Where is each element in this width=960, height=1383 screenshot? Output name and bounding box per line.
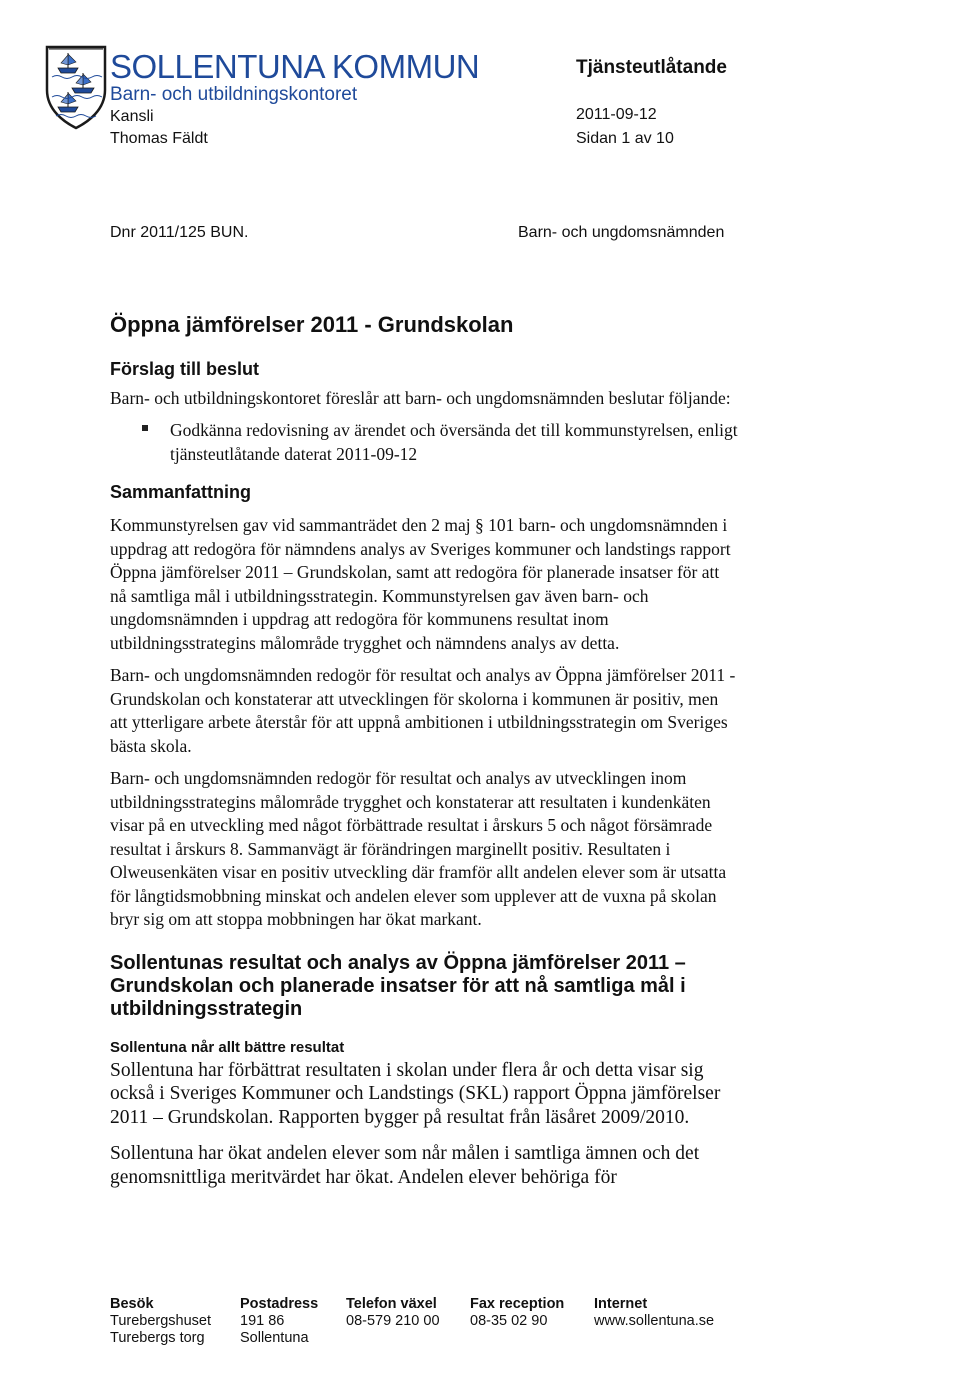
bullet-square-icon xyxy=(142,425,148,431)
proposal-intro: Barn- och utbildningskontoret föreslår att barn- och ungdomsnämnden beslutar följande: xyxy=(110,387,731,408)
footer-visit-label: Besök xyxy=(110,1296,154,1312)
footer-web-label: Internet xyxy=(594,1296,648,1312)
footer-web-link[interactable]: www.sollentuna.se xyxy=(594,1313,715,1329)
footer-phone xyxy=(346,1296,440,1330)
footer-visit xyxy=(110,1296,211,1347)
results-paragraph-1: Sollentuna har förbättrat resultaten i skolan under flera år och detta visar sig också i Sveriges Kommuner och Landstings (SKL) rapport Öppna jämförelser 2011 – Grundskolan. Rapporten bygger på resultat från läsåret 2009/2010. xyxy=(110,1059,721,1128)
proposal-bullet-text: Godkänna redovisning av ärendet och översända det till kommunstyrelsen, enligt tjänsteutlåtande daterat 2011-09-12 xyxy=(170,420,738,464)
document-body xyxy=(110,312,740,1189)
footer-postal xyxy=(240,1296,318,1347)
footer-postal-line2: Sollentuna xyxy=(240,1330,309,1346)
footer-web xyxy=(594,1296,714,1330)
org-name: SOLLENTUNA KOMMUN xyxy=(110,48,480,85)
footer-visit-line2: Turebergs torg xyxy=(110,1330,205,1346)
recipient: Barn- och ungdomsnämnden xyxy=(518,224,725,241)
summary-paragraph-1: Kommunstyrelsen gav vid sammanträdet den 2 maj § 101 barn- och ungdomsnämnden i uppdrag att redogöra för nämndens analys av Sveriges kommuner och landstings rapport Öppna jämförelser 2011 – Grundskolan, samt att redogöra för planerade insatser för att nå samtliga mål i utbildningsstrategin. Kommunstyrelsen gav även barn- och ungdomsnämnden i uppdrag att redogöra för kommunens resultat inom utbildningsstrategins målområde trygghet och nämndens analys av detta. xyxy=(110,515,731,653)
footer-phone-label: Telefon växel xyxy=(346,1296,437,1312)
footer-fax xyxy=(470,1296,564,1330)
proposal-bullet-item xyxy=(110,419,740,466)
footer-fax-value: 08-35 02 90 xyxy=(470,1313,548,1329)
footer-visit-line1: Turebergshuset xyxy=(110,1313,212,1329)
footer-phone-value: 08-579 210 00 xyxy=(346,1313,440,1329)
registration-number: Dnr 2011/125 BUN. xyxy=(110,224,249,241)
page-title: Öppna jämförelser 2011 - Grundskolan xyxy=(110,312,514,337)
summary-paragraph-2: Barn- och ungdomsnämnden redogör för resultat och analys av Öppna jämförelser 2011 - Grundskolan och konstaterar att utvecklingen för skolorna i kommunen är positiv, men att ytterligare arbete återstår för att uppnå ambitionen i utbildningsstrategin om Sveriges bästa skola. xyxy=(110,665,736,756)
summary-paragraph-3: Barn- och ungdomsnämnden redogör för resultat och analys av utvecklingen inom utbildningsstrategins målområde trygghet och konstaterar att resultaten i kundenkäten visar på en utveckling med något förbättrade resultat i årskurs 5 och något försämrade resultat i årskurs 8. Sammanvägt är förändringen marginellt positiv. Resultaten i Olweusenkäten visar en positiv utveckling där framför allt andelen elever som är utsatta för långtidsmobbning minskat och andelen elever som upplever att de vuxna på skolan bryr sig om att stoppa mobbningen har ökat markant. xyxy=(110,768,727,930)
document-date: 2011-09-12 xyxy=(576,106,657,123)
author-name: Thomas Fäldt xyxy=(110,130,208,147)
proposal-heading: Förslag till beslut xyxy=(110,359,260,380)
summary-heading: Sammanfattning xyxy=(110,482,252,503)
page-number: Sidan 1 av 10 xyxy=(576,130,674,147)
footer-postal-line1: 191 86 xyxy=(240,1313,285,1329)
section-heading: Sollentunas resultat och analys av Öppna jämförelser 2011 – Grundskolan och planerade insatser för att nå samtliga mål i utbildningsstrategin xyxy=(110,951,686,1020)
footer-postal-label: Postadress xyxy=(240,1296,319,1312)
department-name: Barn- och utbildningskontoret xyxy=(110,84,358,105)
document-type: Tjänsteutlåtande xyxy=(576,57,727,78)
footer-fax-label: Fax reception xyxy=(470,1296,565,1312)
office-name: Kansli xyxy=(110,108,154,125)
results-paragraph-2: Sollentuna har ökat andelen elever som når målen i samtliga ämnen och det genomsnittliga meritvärdet har ökat. Andelen elever behöriga för xyxy=(110,1143,700,1188)
coat-of-arms-icon xyxy=(44,44,108,130)
sub-heading: Sollentuna når allt bättre resultat xyxy=(110,1038,345,1056)
